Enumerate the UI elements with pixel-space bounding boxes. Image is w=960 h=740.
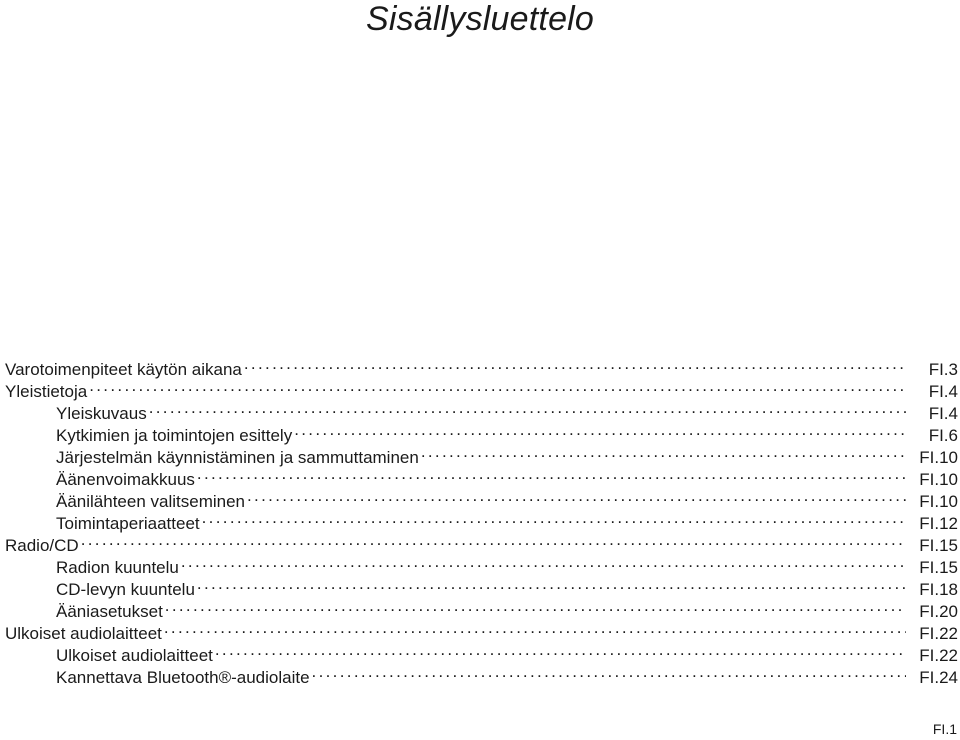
toc-entry-label: Radio/CD	[5, 536, 79, 555]
dot-leader	[312, 661, 906, 683]
toc-entry-page: FI.15	[919, 536, 958, 555]
toc-entry[interactable]	[5, 529, 960, 555]
toc-entry-label: Äänilähteen valitseminen	[56, 492, 246, 511]
toc-entry-label: Yleiskuvaus	[56, 404, 147, 423]
toc-entry-label: Ääniasetukset	[56, 602, 163, 621]
dot-leader	[164, 617, 906, 639]
dot-leader	[89, 375, 906, 397]
toc-entry[interactable]	[5, 353, 960, 379]
dot-leader	[215, 639, 906, 661]
toc-entry-label: Kytkimien ja toimintojen esittely	[56, 426, 293, 445]
toc-entry[interactable]	[5, 419, 960, 445]
dot-leader	[197, 463, 906, 485]
toc-entry-page: FI.10	[919, 470, 958, 489]
dot-leader	[165, 595, 906, 617]
dot-leader	[244, 353, 906, 375]
toc-entry-label: Toimintaperiaatteet	[56, 514, 200, 533]
toc-entry-label: Äänenvoimakkuus	[56, 470, 195, 489]
table-of-contents	[5, 353, 960, 687]
toc-entry-page: FI.12	[919, 514, 958, 533]
toc-entry[interactable]	[5, 375, 960, 401]
page-title: Sisällysluettelo	[365, 0, 595, 38]
toc-entry-label: Kannettava Bluetooth®-audiolaite	[56, 668, 310, 687]
toc-entry-page: FI.22	[919, 624, 958, 643]
toc-entry-label: Yleistietoja	[5, 382, 88, 401]
toc-entry-page: FI.4	[928, 404, 958, 423]
toc-entry-page: FI.22	[919, 646, 958, 665]
toc-entry-page: FI.10	[919, 492, 958, 511]
dot-leader	[294, 419, 906, 441]
toc-entry-page: FI.6	[928, 426, 958, 445]
dot-leader	[421, 441, 906, 463]
dot-leader	[81, 529, 906, 551]
toc-entry-page: FI.4	[928, 382, 958, 401]
toc-entry-page: FI.15	[919, 558, 958, 577]
dot-leader	[149, 397, 906, 419]
toc-entry-page: FI.10	[919, 448, 958, 467]
toc-entry-page: FI.20	[919, 602, 958, 621]
toc-entry-label: CD-levyn kuuntelu	[56, 580, 195, 599]
dot-leader	[247, 485, 906, 507]
page-number: FI.1	[932, 721, 957, 737]
toc-entry-page: FI.3	[928, 360, 958, 379]
toc-entry-label: Ulkoiset audiolaitteet	[5, 624, 162, 643]
toc-entry-label: Varotoimenpiteet käytön aikana	[5, 360, 242, 379]
toc-entry-page: FI.18	[919, 580, 958, 599]
dot-leader	[181, 551, 906, 573]
dot-leader	[197, 573, 906, 595]
toc-entry[interactable]	[5, 551, 960, 577]
toc-entry[interactable]	[5, 397, 960, 423]
dot-leader	[202, 507, 906, 529]
toc-entry-label: Järjestelmän käynnistäminen ja sammuttaminen	[56, 448, 419, 467]
toc-entry-label: Radion kuuntelu	[56, 558, 179, 577]
toc-entry-label: Ulkoiset audiolaitteet	[56, 646, 213, 665]
toc-entry-page: FI.24	[919, 668, 958, 687]
